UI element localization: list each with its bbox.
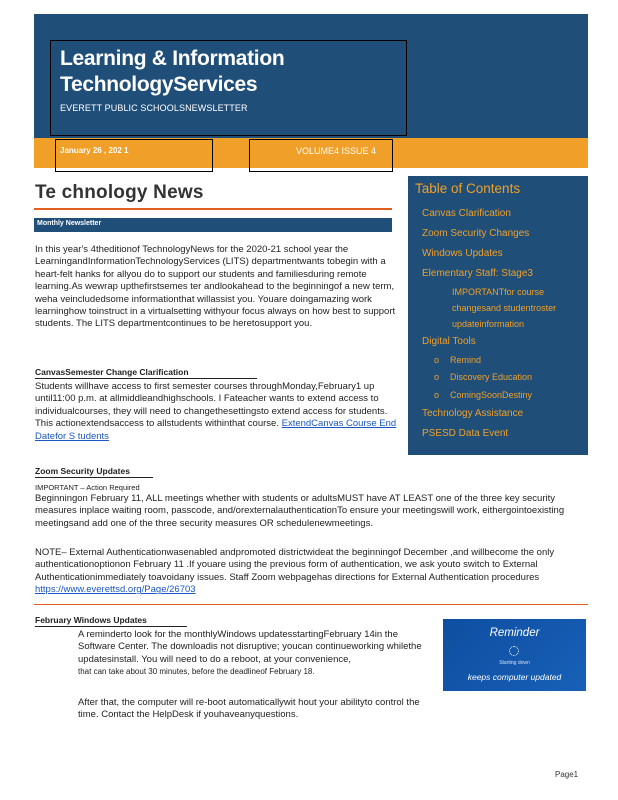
zoom-heading: Zoom Security Updates <box>35 466 153 478</box>
date-frame <box>55 139 213 172</box>
zoom-subheading: IMPORTANT – Action Required <box>35 483 140 492</box>
toc-item[interactable]: Canvas Clarification <box>422 208 511 219</box>
issue-volume: VOLUME4 ISSUE 4 <box>296 146 377 156</box>
toc-list <box>422 204 586 444</box>
bullet-icon <box>48 697 68 722</box>
page-number: Page1 <box>555 770 579 779</box>
toc-item[interactable]: Technology Assistance <box>422 408 524 419</box>
newsletter-subtitle: EVERETT PUBLIC SCHOOLSNEWSLETTER <box>60 103 248 113</box>
toc-sub-item[interactable]: o Discovery Education <box>434 372 533 382</box>
reminder-title: Reminder <box>489 627 540 639</box>
section-divider <box>34 604 588 605</box>
toc-item[interactable]: Zoom Security Changes <box>422 228 530 239</box>
section-heading: Te chnology News <box>35 182 204 203</box>
reminder-status: Starting down <box>499 660 530 666</box>
toc-sub-item[interactable]: IMPORTANTfor course changesand studentroster updateinformation <box>452 287 557 329</box>
intro-paragraph: In this year's 4theditionof TechnologyNews for the 2020-21 school year the LearningandInformationTechnologyServices (LITS) departmentwants tobegin with a heart-felt hanks for allyou do to support our students and familiesduring remote learning.As wewrap upthefirstsemes ter andlookahead to the beginningof a new term, weha veincludedsome informationthat willassist you. Youare doingamazing work learninghow toinstruct in a virtualsetting withyour focus always on how best to support students. The LITS departmentcontinues to be heretosupport you. <box>35 244 396 330</box>
toc-item[interactable]: Elementary Staff: Stage3 <box>422 268 533 279</box>
toc-item[interactable]: Digital Tools <box>422 336 476 347</box>
zoom-link[interactable]: https://www.everettsd.org/Page/26703 <box>35 584 196 596</box>
toc-sub-item[interactable]: o ComingSoonDestiny <box>434 390 533 400</box>
newsletter-title: Learning & Information TechnologyServices <box>60 47 285 96</box>
windows-bullet: After that, the computer will re-boot automaticallywit hout your abilityto control the time. Contact the HelpDesk if youhaveanyquestions. <box>48 697 433 722</box>
zoom-paragraph: Beginningon February 11, ALL meetings whether with students or adultsMUST have AT LEAST one of the three key security measures inplace waiting room, passcode, and/orexternalauthenticationTo ensure your meetingswill work, eithergointoexisting meetingsand add one of the three security measures OR schedulenewmeetings. <box>35 493 565 529</box>
zoom-note: NOTE– External Authenticationwasenabled andpromoted districtwideat the beginningof December ,and willbecome the only authenticationoptionon February 11 .If youare using the previous form of authentication, we ask youto switch to External Authenticationimmediately toavoidany issues. Staff Zoom webpagehas directions for External Authentication procedures https://www.everettsd.org/Page/26703 <box>35 547 555 596</box>
reminder-image <box>443 619 586 691</box>
issue-date: January 26 , 202 1 <box>60 146 129 155</box>
bullet-icon <box>48 629 68 679</box>
windows-bullet: A reminderto look for the monthlyWindows updatesstartingFebruary 14in the Software Center. The downloadis not disruptive; youcan continueworking whilethe updatesinstall. You will need to do a reboot, at your convenience, that can take about 30 minutes, before the deadlineof February 18. <box>48 629 433 679</box>
canvas-paragraph: Students willhave access to first semester courses throughMonday,February1 up until11:00 p.m. at allmiddleandhighschools. I Fateacher wants to extend access to individualcourses, they will need to changethesettingsto extend access for students. This actionextendsaccess to allstudents withinthat course. ExtendCanvas Course End Datefor S tudents <box>35 381 397 442</box>
toc-title: Table of Contents <box>415 181 521 196</box>
toc-sub-item[interactable]: o Remind <box>434 355 482 365</box>
reminder-caption: keeps computer updated <box>467 672 562 682</box>
windows-heading: February Windows Updates <box>35 615 187 627</box>
spinner-icon <box>509 646 519 656</box>
monthly-label: Monthly Newsletter <box>37 220 102 227</box>
canvas-link[interactable]: ExtendCanvas Course End Datefor S tudents <box>35 418 397 442</box>
canvas-heading: CanvasSemester Change Clarification <box>35 367 257 379</box>
toc-item[interactable]: Windows Updates <box>422 248 503 259</box>
toc-item[interactable]: PSESD Data Event <box>422 428 509 439</box>
heading-rule <box>34 208 392 210</box>
